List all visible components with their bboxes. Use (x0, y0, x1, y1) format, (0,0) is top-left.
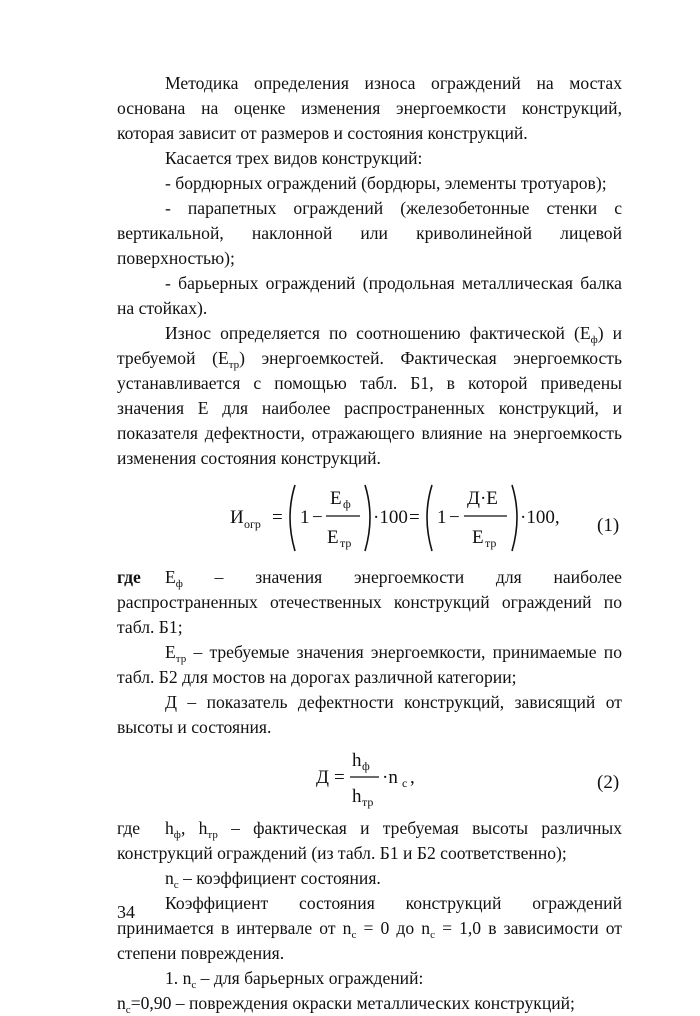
formula-2-number: (2) (597, 772, 620, 793)
page-body (117, 71, 622, 1016)
svg-text:1: 1 (300, 507, 310, 528)
formula-1-graphic (117, 471, 622, 563)
list-item-barrier-coef: 1. $n_с$ – для барьерных ограждений: (165, 968, 424, 991)
svg-text:·100: ·100 (373, 507, 408, 528)
formula-2-graphic (117, 740, 622, 816)
svg-text:−: − (312, 507, 323, 528)
formula-2 (117, 740, 622, 816)
svg-text:·n: ·n (382, 767, 398, 788)
svg-text:=: = (334, 767, 345, 788)
formula-1 (117, 471, 622, 563)
svg-text:тр: тр (340, 536, 352, 550)
list-item-curb: - бордюрных ограждений (бордюры, элементы тротуаров); (165, 173, 607, 193)
svg-text:1: 1 (437, 507, 447, 528)
paragraph-intro: Методика определения износа ограждений на мостах основана на оценке изменения энергоемкости конструкций, которая зависит от размеров и состояния конструкций. (117, 73, 622, 143)
definition-e-tr: $Е_{тр}$ – требуемые значения энергоемкости, принимаемые по табл. Б2 для мостов на дорогах различной категории; (117, 642, 622, 687)
svg-text:Д·Е: Д·Е (467, 488, 498, 509)
definition-h: где $h_ф$, $h_{тр}$ – фактическая и требуемая высоты различных конструкций ограждений (из табл. Б1 и Б2 соответственно); (117, 818, 623, 863)
svg-text:Е: Е (472, 527, 484, 548)
formula-1-eq: = (272, 507, 283, 528)
svg-text:−: − (449, 507, 460, 528)
definition-e-f: где $Е_ф$ – значения энергоемкости для наиболее распространенных отечественных конструкций ограждений по табл. Б1; (117, 567, 622, 637)
svg-text:h: h (352, 786, 362, 807)
svg-text:·100,: ·100, (520, 507, 560, 528)
paragraph-types: Касается трех видов конструкций: (165, 148, 423, 168)
list-item-parapet: - парапетных ограждений (железобетонные стенки с вертикальной, наклонной или криволинейной лицевой поверхностью); (117, 198, 622, 268)
list-item-paint-damage: $n_с=0,90$ – повреждения окраски металлических конструкций; (117, 993, 575, 1016)
svg-text:ф: ф (362, 759, 370, 773)
svg-text:с: с (402, 776, 408, 790)
definition-n: $n_с$ – коэффициент состояния. (165, 868, 381, 891)
list-item-barrier: - барьерных ограждений (продольная металлическая балка на стойках). (117, 273, 622, 318)
svg-text:Е: Е (327, 527, 339, 548)
svg-text:ф: ф (343, 497, 351, 511)
svg-text:h: h (352, 750, 362, 771)
svg-text:=: = (409, 507, 420, 528)
svg-text:тр: тр (362, 795, 374, 809)
formula-1-lhs-sub: огр (244, 517, 261, 531)
formula-1-lhs: И (230, 507, 244, 528)
svg-text:,: , (410, 767, 415, 788)
formula-1-number: (1) (597, 515, 620, 536)
paragraph-state-coefficient: Коэффициент состояния конструкций ограждений принимается в интервале от $n_с = 0$ до $n_с = 1,0$ в зависимости от степени повреждения. (117, 893, 622, 963)
page-number: 34 (117, 902, 135, 922)
paragraph-wear: Износ определяется по соотношению фактической $(Е_ф)$ и требуемой $(Е_{тр})$ энергоемкостей. Фактическая энергоемкость устанавливается с помощью табл. Б1, в которой приведены значения Е для наиболее распространенных конструкций, и показателя дефектности, отражающего влияние на энергоемкость изменения состояния конструкций. (117, 323, 622, 468)
definition-d: Д – показатель дефектности конструкций, зависящий от высоты и состояния. (117, 692, 622, 737)
svg-text:Е: Е (330, 488, 342, 509)
svg-text:Д: Д (316, 767, 329, 788)
svg-text:тр: тр (485, 536, 497, 550)
